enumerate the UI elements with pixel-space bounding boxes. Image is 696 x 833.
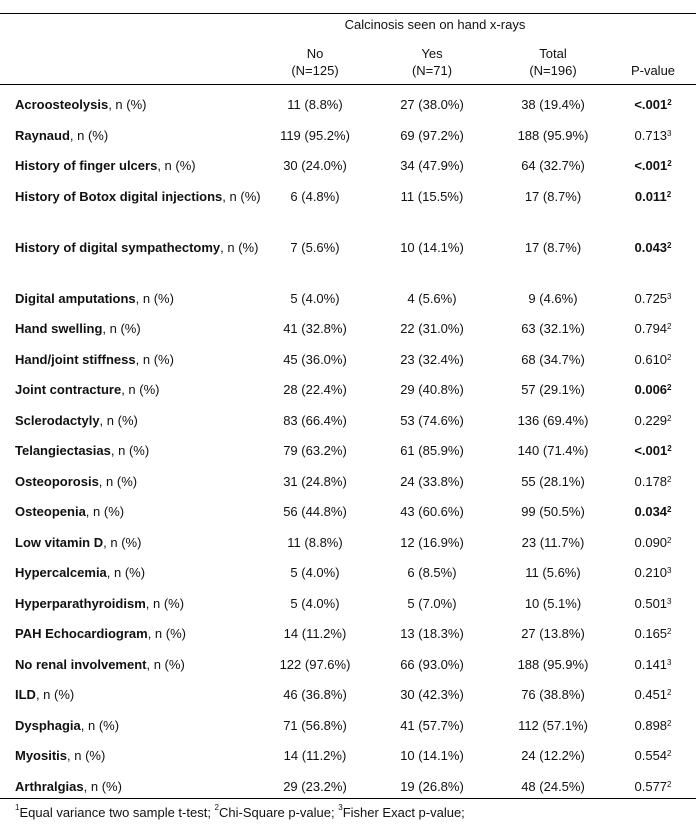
cell-no: 56 (44.8%) (283, 504, 347, 519)
cell-yes: 10 (14.1%) (400, 748, 464, 763)
cell-total: 11 (5.6%) (525, 565, 581, 580)
cell-yes: 11 (15.5%) (400, 188, 464, 204)
cell-no: 6 (4.8%) (290, 188, 340, 204)
cell-total: 38 (19.4%) (521, 97, 585, 112)
cell-pvalue: 0.725$^3$ (634, 290, 672, 306)
footnote: $^1$Equal variance two sample t-test; $^2$Chi-Square p-value; $^3$Fisher Exact p-value; (15, 803, 465, 820)
cell-total: 68 (34.7%) (521, 351, 585, 367)
cell-total: 24 (12.2%) (521, 748, 585, 763)
cell-yes: 23 (32.4%) (400, 351, 464, 367)
row-label: Digital amputations, n (%) (15, 290, 174, 306)
cell-total: 23 (11.7%) (521, 534, 585, 550)
cell-no: 5 (4.0%) (290, 595, 340, 611)
table-row (0, 184, 696, 235)
cell-pvalue: $<.001^2$ (634, 158, 672, 173)
cell-no: 45 (36.0%) (283, 351, 347, 367)
cell-pvalue: 0.794$^2$ (634, 321, 672, 336)
cell-pvalue: $<.001^2$ (634, 443, 672, 458)
cell-total: 140 (71.4%) (517, 443, 589, 458)
cell-no: 71 (56.8%) (283, 717, 347, 733)
cell-total: 188 (95.9%) (517, 656, 589, 672)
bottom-rule (0, 798, 696, 799)
cell-total: 10 (5.1%) (524, 595, 582, 611)
table-row (0, 235, 696, 286)
table-row (0, 743, 696, 774)
cell-pvalue: 0.210$^3$ (634, 565, 672, 580)
row-label: ILD, n (%) (15, 687, 75, 702)
cell-no: 79 (63.2%) (283, 443, 347, 458)
table-row (0, 530, 696, 561)
cell-pvalue: 0.034$^2$ (634, 504, 672, 519)
cell-total: 63 (32.1%) (521, 321, 585, 336)
cell-no: 31 (24.8%) (283, 473, 347, 489)
cell-no: 46 (36.8%) (283, 687, 347, 702)
row-label: History of Botox digital injections, n (%) (15, 188, 261, 204)
table-row (0, 438, 696, 469)
table-row (0, 560, 696, 591)
cell-pvalue: 0.501$^3$ (634, 595, 672, 611)
row-label: Acroosteolysis, n (%) (15, 97, 147, 112)
cell-yes: 24 (33.8%) (400, 473, 464, 489)
cell-total: 9 (4.6%) (528, 290, 578, 306)
cell-total: 112 (57.1%) (518, 717, 588, 733)
row-label: Low vitamin D, n (%) (15, 534, 142, 550)
table-row (0, 347, 696, 378)
row-label: Hyperparathyroidism, n (%) (15, 595, 185, 611)
cell-yes: 69 (97.2%) (400, 127, 464, 143)
cell-yes: 4 (5.6%) (407, 290, 457, 306)
cell-no: 14 (11.2%) (283, 748, 347, 763)
cell-pvalue: $<.001^2$ (634, 97, 672, 112)
cell-no: 119 (95.2%) (280, 127, 350, 143)
cell-no: 28 (22.4%) (283, 382, 347, 397)
cell-yes: 34 (47.9%) (400, 158, 464, 173)
table-row (0, 713, 696, 744)
row-label: History of finger ulcers, n (%) (15, 158, 196, 173)
cell-no: 14 (11.2%) (283, 626, 347, 641)
cell-yes: 19 (26.8%) (400, 778, 464, 794)
cell-pvalue: 0.610$^2$ (634, 351, 672, 367)
cell-yes: 10 (14.1%) (400, 239, 464, 255)
cell-no: 122 (97.6%) (279, 656, 351, 672)
table-row (0, 286, 696, 317)
table-row (0, 123, 696, 154)
cell-pvalue: 0.713$^3$ (634, 127, 672, 143)
cell-yes: 66 (93.0%) (400, 656, 464, 672)
table-row (0, 92, 696, 123)
row-label: Telangiectasias, n (%) (15, 443, 150, 458)
cell-no: 7 (5.6%) (290, 239, 340, 255)
cell-yes: 29 (40.8%) (400, 382, 464, 397)
group-title: Calcinosis seen on hand x-rays (344, 17, 526, 32)
row-label: Joint contracture, n (%) (15, 382, 160, 397)
row-label: No renal involvement, n (%) (15, 656, 185, 672)
cell-total: 17 (8.7%) (524, 188, 582, 204)
table-row (0, 682, 696, 713)
cell-no: 41 (32.8%) (283, 321, 347, 336)
cell-pvalue: 0.554$^2$ (634, 748, 672, 763)
cell-pvalue: 0.898$^2$ (634, 717, 672, 733)
cell-yes: 6 (8.5%) (407, 565, 457, 580)
col-header-pvalue: P-value (630, 63, 676, 78)
cell-no: 29 (23.2%) (283, 778, 347, 794)
cell-yes: 27 (38.0%) (400, 97, 464, 112)
cell-total: 48 (24.5%) (521, 778, 585, 794)
table-body (0, 92, 696, 804)
cell-yes: 12 (16.9%) (400, 534, 464, 550)
cell-pvalue: 0.011$^2$ (634, 188, 672, 204)
cell-total: 17 (8.7%) (524, 239, 582, 255)
row-label: History of digital sympathectomy, n (%) (15, 239, 259, 255)
cell-pvalue: 0.229$^2$ (634, 412, 672, 428)
table-row (0, 469, 696, 500)
cell-total: 188 (95.9%) (517, 127, 589, 143)
header-rule (0, 84, 696, 85)
table-row (0, 499, 696, 530)
cell-no: 11 (8.8%) (287, 534, 343, 550)
cell-no: 11 (8.8%) (287, 97, 343, 112)
cell-total: 99 (50.5%) (521, 504, 585, 519)
cell-pvalue: 0.006$^2$ (634, 382, 672, 397)
table-row (0, 774, 696, 805)
row-label: Arthralgias, n (%) (15, 778, 122, 794)
row-label: Myositis, n (%) (15, 748, 106, 763)
cell-yes: 53 (74.6%) (400, 412, 464, 428)
col-header-yes: Yes (N=71) (411, 46, 453, 78)
table-row (0, 408, 696, 439)
cell-pvalue: 0.043$^2$ (634, 239, 672, 255)
row-label: Osteopenia, n (%) (15, 504, 125, 519)
cell-yes: 61 (85.9%) (400, 443, 464, 458)
cell-yes: 41 (57.7%) (400, 717, 464, 733)
table-row (0, 621, 696, 652)
cell-yes: 43 (60.6%) (400, 504, 464, 519)
row-label: Osteoporosis, n (%) (15, 473, 138, 489)
cell-total: 57 (29.1%) (521, 382, 585, 397)
cell-yes: 30 (42.3%) (400, 687, 464, 702)
cell-pvalue: 0.577$^2$ (634, 778, 672, 794)
col-header-no: No (N=125) (291, 46, 339, 78)
cell-no: 5 (4.0%) (290, 290, 340, 306)
cell-total: 64 (32.7%) (521, 158, 585, 173)
top-rule (0, 13, 696, 14)
cell-pvalue: 0.165$^2$ (634, 626, 672, 641)
cell-yes: 13 (18.3%) (400, 626, 464, 641)
table-row (0, 591, 696, 622)
row-label: Sclerodactyly, n (%) (15, 412, 138, 428)
cell-no: 30 (24.0%) (283, 158, 347, 173)
cell-total: 55 (28.1%) (521, 473, 585, 489)
cell-pvalue: 0.090$^2$ (634, 534, 672, 550)
cell-total: 76 (38.8%) (521, 687, 585, 702)
cell-total: 27 (13.8%) (521, 626, 585, 641)
row-label: Hypercalcemia, n (%) (15, 565, 146, 580)
cell-yes: 22 (31.0%) (400, 321, 464, 336)
table-row (0, 652, 696, 683)
table-row (0, 153, 696, 184)
row-label: Hand/joint stiffness, n (%) (15, 351, 174, 367)
cell-yes: 5 (7.0%) (407, 595, 457, 611)
cell-pvalue: 0.178$^2$ (634, 473, 672, 489)
cell-no: 83 (66.4%) (283, 412, 347, 428)
row-label: Raynaud, n (%) (15, 127, 109, 143)
cell-total: 136 (69.4%) (517, 412, 589, 428)
row-label: Dysphagia, n (%) (15, 717, 120, 733)
cell-no: 5 (4.0%) (290, 565, 340, 580)
table-row (0, 316, 696, 347)
row-label: PAH Echocardiogram, n (%) (15, 626, 186, 641)
col-header-total: Total (N=196) (529, 46, 577, 78)
table-row (0, 377, 696, 408)
cell-pvalue: 0.451$^2$ (634, 687, 672, 702)
row-label: Hand swelling, n (%) (15, 321, 141, 336)
cell-pvalue: 0.141$^3$ (634, 656, 672, 672)
